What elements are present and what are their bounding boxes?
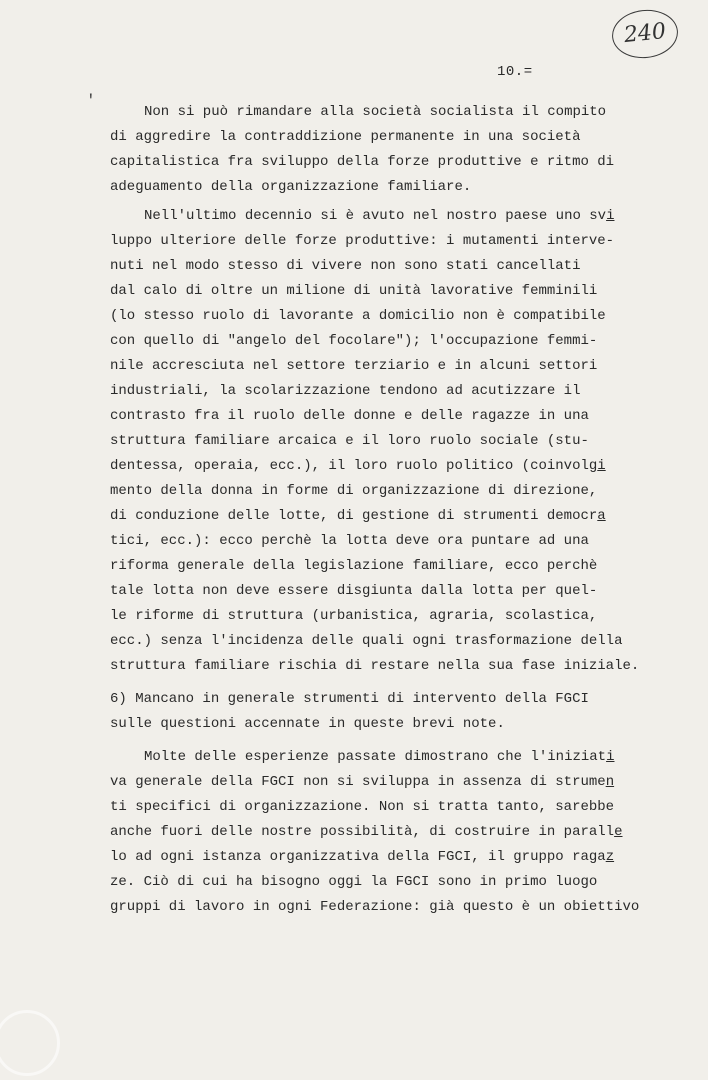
underlined-hyphen-char: i	[597, 458, 606, 474]
body-text	[110, 100, 650, 920]
line-text: dentessa, operaia, ecc.), il loro ruolo politico (coinvolg	[110, 458, 598, 474]
line-text: va generale della FGCI non si sviluppa in assenza di strume	[110, 774, 606, 790]
underlined-hyphen-char: i	[606, 208, 615, 224]
line-text: con quello di "angelo del focolare"); l'occupazione femmi-	[110, 333, 598, 349]
text-line	[110, 254, 650, 279]
text-line	[110, 479, 650, 504]
text-line	[110, 279, 650, 304]
text-line	[110, 150, 650, 175]
text-line	[110, 895, 650, 920]
line-text: luppo ulteriore delle forze produttive: i mutamenti interve-	[110, 233, 615, 249]
line-text: Nell'ultimo decennio si è avuto nel nostro paese uno sv	[144, 208, 607, 224]
underlined-hyphen-char: i	[606, 749, 615, 765]
text-line	[110, 454, 650, 479]
line-text: Non si può rimandare alla società socialista il compito	[144, 104, 607, 120]
paragraph-2	[110, 204, 650, 679]
underlined-hyphen-char: n	[605, 774, 615, 790]
text-line	[110, 429, 650, 454]
line-text: di aggredire la contraddizione permanente in una società	[110, 129, 581, 145]
line-text: di conduzione delle lotte, di gestione di strumenti democr	[110, 508, 598, 524]
text-line	[110, 304, 650, 329]
text-line	[110, 845, 650, 870]
line-text: sulle questioni accennate in queste brevi note.	[110, 716, 505, 732]
line-text: tici, ecc.): ecco perchè la lotta deve ora puntare ad una	[110, 533, 589, 549]
text-line	[110, 654, 650, 679]
text-line	[110, 100, 650, 125]
underlined-hyphen-char: e	[614, 824, 623, 840]
line-text: mento della donna in forme di organizzazione di direzione,	[110, 483, 598, 499]
text-line	[110, 745, 650, 770]
text-line	[110, 629, 650, 654]
page-number: 10.=	[497, 64, 533, 80]
text-line	[110, 770, 650, 795]
text-line	[110, 229, 650, 254]
line-text: ecc.) senza l'incidenza delle quali ogni trasformazione della	[110, 633, 623, 649]
line-text: adeguamento della organizzazione familiare.	[110, 179, 472, 195]
text-line	[110, 870, 650, 895]
text-line	[110, 354, 650, 379]
paragraph-1	[110, 100, 650, 200]
line-text: contrasto fra il ruolo delle donne e delle ragazze in una	[110, 408, 589, 424]
line-text: nile accresciuta nel settore terziario e in alcuni settori	[110, 358, 598, 374]
underlined-hyphen-char: a	[597, 508, 606, 524]
line-text: nuti nel modo stesso di vivere non sono stati cancellati	[110, 258, 581, 274]
line-text: gruppi di lavoro in ogni Federazione: già questo è un obiettivo	[110, 899, 640, 915]
text-line	[110, 687, 650, 712]
underlined-hyphen-char: z	[605, 849, 615, 865]
text-line	[110, 379, 650, 404]
text-line	[110, 125, 650, 150]
text-line	[110, 712, 650, 737]
line-text: capitalistica fra sviluppo della forze produttive e ritmo di	[110, 154, 615, 170]
line-text: struttura familiare arcaica e il loro ruolo sociale (stu-	[110, 433, 589, 449]
line-text: ze. Ciò di cui ha bisogno oggi la FGCI sono in primo luogo	[110, 874, 598, 890]
text-line	[110, 404, 650, 429]
line-text: le riforme di struttura (urbanistica, agraria, scolastica,	[110, 608, 598, 624]
text-line	[110, 204, 650, 229]
line-text: anche fuori delle nostre possibilità, di costruire in parall	[110, 824, 615, 840]
text-line	[110, 504, 650, 529]
line-text: ti specifici di organizzazione. Non si tratta tanto, sarebbe	[110, 799, 615, 815]
line-text: 6) Mancano in generale strumenti di intervento della FGCI	[110, 691, 589, 707]
text-line	[110, 820, 650, 845]
text-line	[110, 604, 650, 629]
paragraph-4	[110, 745, 650, 920]
line-text: industriali, la scolarizzazione tendono ad acutizzare il	[110, 383, 581, 399]
line-text: riforma generale della legislazione familiare, ecco perchè	[110, 558, 598, 574]
margin-mark: '	[86, 92, 96, 110]
text-line	[110, 175, 650, 200]
line-text: tale lotta non deve essere disgiunta dalla lotta per quel-	[110, 583, 598, 599]
archive-number-stamp: 240	[610, 7, 681, 62]
text-line	[110, 795, 650, 820]
line-text: struttura familiare rischia di restare nella sua fase iniziale.	[110, 658, 640, 674]
archive-watermark-icon	[0, 1010, 60, 1076]
paragraph-3	[110, 687, 650, 737]
line-text: (lo stesso ruolo di lavorante a domicilio non è compatibile	[110, 308, 606, 324]
line-text: lo ad ogni istanza organizzativa della FGCI, il gruppo raga	[110, 849, 606, 865]
text-line	[110, 329, 650, 354]
line-text: dal calo di oltre un milione di unità lavorative femminili	[110, 283, 598, 299]
text-line	[110, 554, 650, 579]
line-text: Molte delle esperienze passate dimostrano che l'iniziat	[144, 749, 607, 765]
text-line	[110, 529, 650, 554]
text-line	[110, 579, 650, 604]
